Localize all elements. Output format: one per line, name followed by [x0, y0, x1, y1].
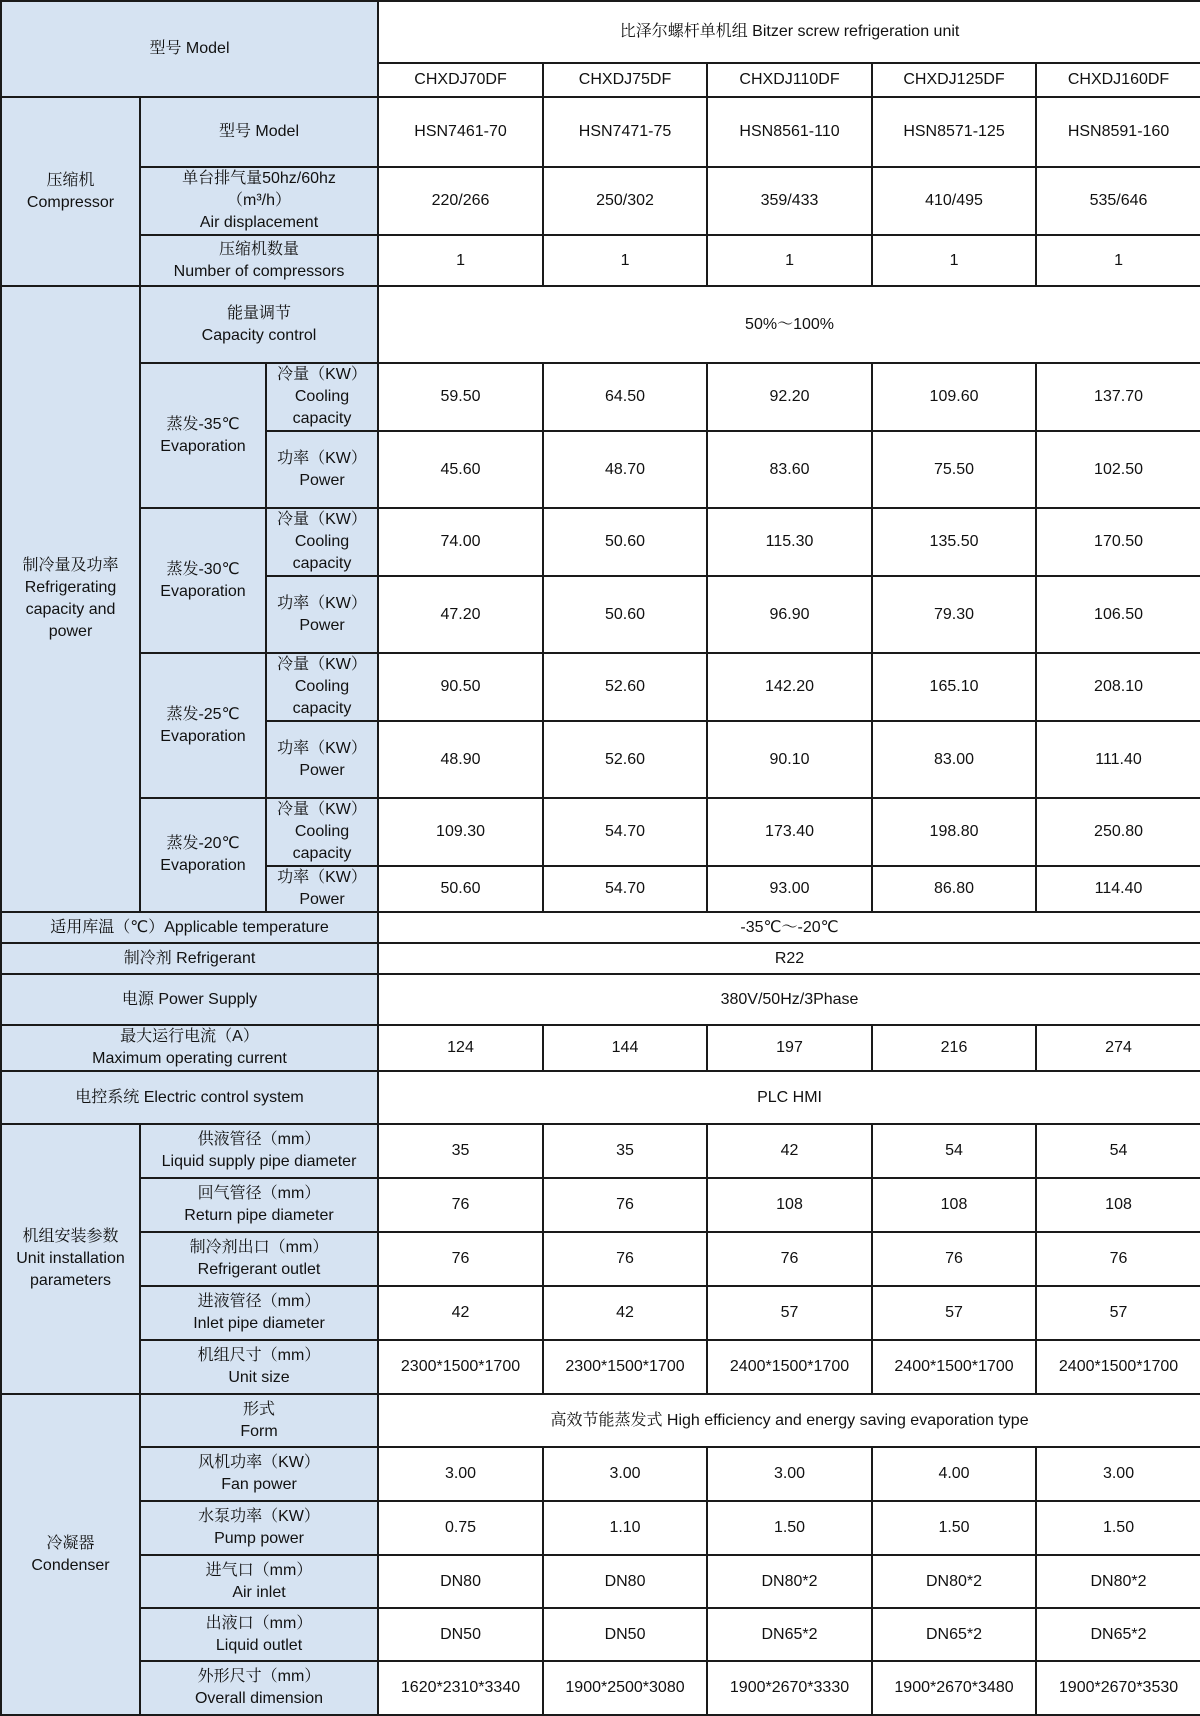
row-label: 回气管径（mm） Return pipe diameter: [140, 1178, 378, 1232]
unit-code-cell: CHXDJ110DF: [707, 63, 872, 97]
value-cell: DN65*2: [1036, 1608, 1200, 1661]
row-label: 风机功率（KW） Fan power: [140, 1447, 378, 1501]
sub-label: 冷量（KW） Cooling capacity: [266, 363, 378, 431]
value-cell: 108: [707, 1178, 872, 1232]
compressor-group-label: 压缩机 Compressor: [1, 97, 140, 286]
row-label: 出液口（mm） Liquid outlet: [140, 1608, 378, 1661]
value-cell: 76: [543, 1232, 707, 1286]
row-label: 型号 Model: [140, 97, 378, 167]
value-cell: 115.30: [707, 508, 872, 576]
value-cell: 1: [707, 235, 872, 286]
value-cell: 42: [543, 1286, 707, 1340]
value-cell: DN50: [543, 1608, 707, 1661]
value-cell: 76: [378, 1232, 543, 1286]
merged-value: PLC HMI: [378, 1071, 1200, 1124]
value-cell: HSN8571-125: [872, 97, 1036, 167]
merged-value: R22: [378, 943, 1200, 974]
value-cell: 3.00: [543, 1447, 707, 1501]
value-cell: 1: [872, 235, 1036, 286]
value-cell: 1900*2670*3480: [872, 1661, 1036, 1715]
control-system-row: [1, 1071, 1200, 1124]
cooling-capacity-row: [1, 653, 1200, 721]
condenser-group-label: 冷凝器 Condenser: [1, 1394, 140, 1715]
value-cell: 59.50: [378, 363, 543, 431]
value-cell: 57: [1036, 1286, 1200, 1340]
value-cell: 137.70: [1036, 363, 1200, 431]
value-cell: 74.00: [378, 508, 543, 576]
value-cell: 1: [1036, 235, 1200, 286]
value-cell: 92.20: [707, 363, 872, 431]
value-cell: 35: [378, 1124, 543, 1178]
value-cell: 52.60: [543, 721, 707, 798]
value-cell: 42: [707, 1124, 872, 1178]
value-cell: 135.50: [872, 508, 1036, 576]
value-cell: 2400*1500*1700: [1036, 1340, 1200, 1394]
value-cell: DN80*2: [872, 1555, 1036, 1608]
value-cell: 48.90: [378, 721, 543, 798]
value-cell: 86.80: [872, 866, 1036, 912]
installation-group-label: 机组安装参数 Unit installation parameters: [1, 1124, 140, 1394]
merged-value: 380V/50Hz/3Phase: [378, 974, 1200, 1025]
value-cell: 52.60: [543, 653, 707, 721]
row-label: 电控系统 Electric control system: [1, 1071, 378, 1124]
condenser-form-row: [1, 1394, 1200, 1447]
row-label: 能量调节 Capacity control: [140, 286, 378, 363]
header-row: [1, 1, 1200, 63]
value-cell: 111.40: [1036, 721, 1200, 798]
value-cell: 114.40: [1036, 866, 1200, 912]
value-cell: 165.10: [872, 653, 1036, 721]
value-cell: 220/266: [378, 167, 543, 235]
row-label: 供液管径（mm） Liquid supply pipe diameter: [140, 1124, 378, 1178]
value-cell: 142.20: [707, 653, 872, 721]
value-cell: 208.10: [1036, 653, 1200, 721]
row-label: 外形尺寸（mm） Overall dimension: [140, 1661, 378, 1715]
value-cell: HSN7471-75: [543, 97, 707, 167]
power-supply-row: [1, 974, 1200, 1025]
evaporation-label: 蒸发-35℃ Evaporation: [140, 363, 266, 508]
compressor-count-row: [1, 235, 1200, 286]
value-cell: 1620*2310*3340: [378, 1661, 543, 1715]
value-cell: 76: [872, 1232, 1036, 1286]
row-label: 制冷剂 Refrigerant: [1, 943, 378, 974]
value-cell: 109.60: [872, 363, 1036, 431]
value-cell: 250.80: [1036, 798, 1200, 866]
value-cell: 0.75: [378, 1501, 543, 1555]
value-cell: 4.00: [872, 1447, 1036, 1501]
installation-row: [1, 1124, 1200, 1178]
value-cell: 3.00: [1036, 1447, 1200, 1501]
value-cell: 1: [543, 235, 707, 286]
value-cell: 124: [378, 1025, 543, 1071]
value-cell: 2300*1500*1700: [378, 1340, 543, 1394]
value-cell: 54.70: [543, 798, 707, 866]
row-label: 单台排气量50hz/60hz （m³/h） Air displacement: [140, 167, 378, 235]
value-cell: 1.10: [543, 1501, 707, 1555]
value-cell: HSN8591-160: [1036, 97, 1200, 167]
row-label: 制冷剂出口（mm） Refrigerant outlet: [140, 1232, 378, 1286]
value-cell: 1900*2670*3530: [1036, 1661, 1200, 1715]
value-cell: 197: [707, 1025, 872, 1071]
evaporation-label: 蒸发-20℃ Evaporation: [140, 798, 266, 912]
value-cell: 75.50: [872, 431, 1036, 508]
value-cell: DN80: [543, 1555, 707, 1608]
value-cell: 2400*1500*1700: [872, 1340, 1036, 1394]
value-cell: 93.00: [707, 866, 872, 912]
value-cell: DN80*2: [1036, 1555, 1200, 1608]
condenser-row: [1, 1555, 1200, 1608]
row-label: 进液管径（mm） Inlet pipe diameter: [140, 1286, 378, 1340]
condenser-row: [1, 1447, 1200, 1501]
row-label: 压缩机数量 Number of compressors: [140, 235, 378, 286]
row-label: 适用库温（℃）Applicable temperature: [1, 912, 378, 943]
row-label: 机组尺寸（mm） Unit size: [140, 1340, 378, 1394]
value-cell: 1900*2500*3080: [543, 1661, 707, 1715]
unit-code-cell: CHXDJ70DF: [378, 63, 543, 97]
value-cell: 54.70: [543, 866, 707, 912]
installation-row: [1, 1232, 1200, 1286]
value-cell: 42: [378, 1286, 543, 1340]
capacity-control-row: [1, 286, 1200, 363]
sub-label: 冷量（KW） Cooling capacity: [266, 653, 378, 721]
installation-row: [1, 1286, 1200, 1340]
value-cell: DN65*2: [872, 1608, 1036, 1661]
merged-value: -35℃～-20℃: [378, 912, 1200, 943]
cooling-capacity-row: [1, 798, 1200, 866]
row-label: 进气口（mm） Air inlet: [140, 1555, 378, 1608]
value-cell: 50.60: [378, 866, 543, 912]
value-cell: 50.60: [543, 576, 707, 653]
merged-value: 50%～100%: [378, 286, 1200, 363]
installation-row: [1, 1178, 1200, 1232]
value-cell: 90.50: [378, 653, 543, 721]
cooling-capacity-row: [1, 508, 1200, 576]
value-cell: 90.10: [707, 721, 872, 798]
condenser-row: [1, 1501, 1200, 1555]
row-label: 电源 Power Supply: [1, 974, 378, 1025]
sub-label: 冷量（KW） Cooling capacity: [266, 798, 378, 866]
value-cell: DN50: [378, 1608, 543, 1661]
value-cell: 535/646: [1036, 167, 1200, 235]
value-cell: 198.80: [872, 798, 1036, 866]
row-label: 形式 Form: [140, 1394, 378, 1447]
row-label: 水泵功率（KW） Pump power: [140, 1501, 378, 1555]
value-cell: 216: [872, 1025, 1036, 1071]
value-cell: 3.00: [378, 1447, 543, 1501]
sub-label: 功率（KW） Power: [266, 866, 378, 912]
spec-table-body: [1, 1, 1200, 1715]
value-cell: 64.50: [543, 363, 707, 431]
value-cell: 48.70: [543, 431, 707, 508]
value-cell: 108: [1036, 1178, 1200, 1232]
value-cell: 144: [543, 1025, 707, 1071]
refrigerant-row: [1, 943, 1200, 974]
sub-label: 冷量（KW） Cooling capacity: [266, 508, 378, 576]
value-cell: 54: [872, 1124, 1036, 1178]
value-cell: 1: [378, 235, 543, 286]
sub-label: 功率（KW） Power: [266, 576, 378, 653]
evaporation-label: 蒸发-25℃ Evaporation: [140, 653, 266, 798]
value-cell: 35: [543, 1124, 707, 1178]
max-current-row: [1, 1025, 1200, 1071]
sub-label: 功率（KW） Power: [266, 721, 378, 798]
refrigerating-group-label: 制冷量及功率 Refrigerating capacity and power: [1, 286, 140, 912]
value-cell: 45.60: [378, 431, 543, 508]
compressor-model-row: [1, 97, 1200, 167]
value-cell: 106.50: [1036, 576, 1200, 653]
value-cell: DN65*2: [707, 1608, 872, 1661]
value-cell: 1.50: [707, 1501, 872, 1555]
value-cell: 108: [872, 1178, 1036, 1232]
value-cell: 96.90: [707, 576, 872, 653]
value-cell: 79.30: [872, 576, 1036, 653]
evaporation-label: 蒸发-30℃ Evaporation: [140, 508, 266, 653]
value-cell: 76: [1036, 1232, 1200, 1286]
value-cell: 83.00: [872, 721, 1036, 798]
value-cell: 3.00: [707, 1447, 872, 1501]
value-cell: 173.40: [707, 798, 872, 866]
cooling-capacity-row: [1, 363, 1200, 431]
value-cell: 109.30: [378, 798, 543, 866]
condenser-row: [1, 1608, 1200, 1661]
value-cell: 47.20: [378, 576, 543, 653]
value-cell: 102.50: [1036, 431, 1200, 508]
value-cell: 57: [872, 1286, 1036, 1340]
value-cell: 2300*1500*1700: [543, 1340, 707, 1394]
value-cell: 57: [707, 1286, 872, 1340]
value-cell: 250/302: [543, 167, 707, 235]
value-cell: 83.60: [707, 431, 872, 508]
value-cell: 1.50: [1036, 1501, 1200, 1555]
condenser-row: [1, 1661, 1200, 1715]
value-cell: 1.50: [872, 1501, 1036, 1555]
row-label: 最大运行电流（A） Maximum operating current: [1, 1025, 378, 1071]
air-displacement-row: [1, 167, 1200, 235]
value-cell: 50.60: [543, 508, 707, 576]
value-cell: 2400*1500*1700: [707, 1340, 872, 1394]
applicable-temperature-row: [1, 912, 1200, 943]
value-cell: DN80: [378, 1555, 543, 1608]
sub-label: 功率（KW） Power: [266, 431, 378, 508]
value-cell: 170.50: [1036, 508, 1200, 576]
value-cell: DN80*2: [707, 1555, 872, 1608]
value-cell: 76: [378, 1178, 543, 1232]
merged-value: 高效节能蒸发式 High efficiency and energy saving evaporation type: [378, 1394, 1200, 1447]
value-cell: 359/433: [707, 167, 872, 235]
installation-row: [1, 1340, 1200, 1394]
value-cell: 274: [1036, 1025, 1200, 1071]
unit-code-cell: CHXDJ160DF: [1036, 63, 1200, 97]
value-cell: HSN7461-70: [378, 97, 543, 167]
value-cell: 54: [1036, 1124, 1200, 1178]
unit-code-cell: CHXDJ75DF: [543, 63, 707, 97]
model-header-label: 型号 Model: [1, 1, 378, 97]
value-cell: HSN8561-110: [707, 97, 872, 167]
unit-code-cell: CHXDJ125DF: [872, 63, 1036, 97]
value-cell: 76: [707, 1232, 872, 1286]
value-cell: 76: [543, 1178, 707, 1232]
value-cell: 410/495: [872, 167, 1036, 235]
value-cell: 1900*2670*3330: [707, 1661, 872, 1715]
series-title: 比泽尔螺杆单机组 Bitzer screw refrigeration unit: [378, 1, 1200, 63]
